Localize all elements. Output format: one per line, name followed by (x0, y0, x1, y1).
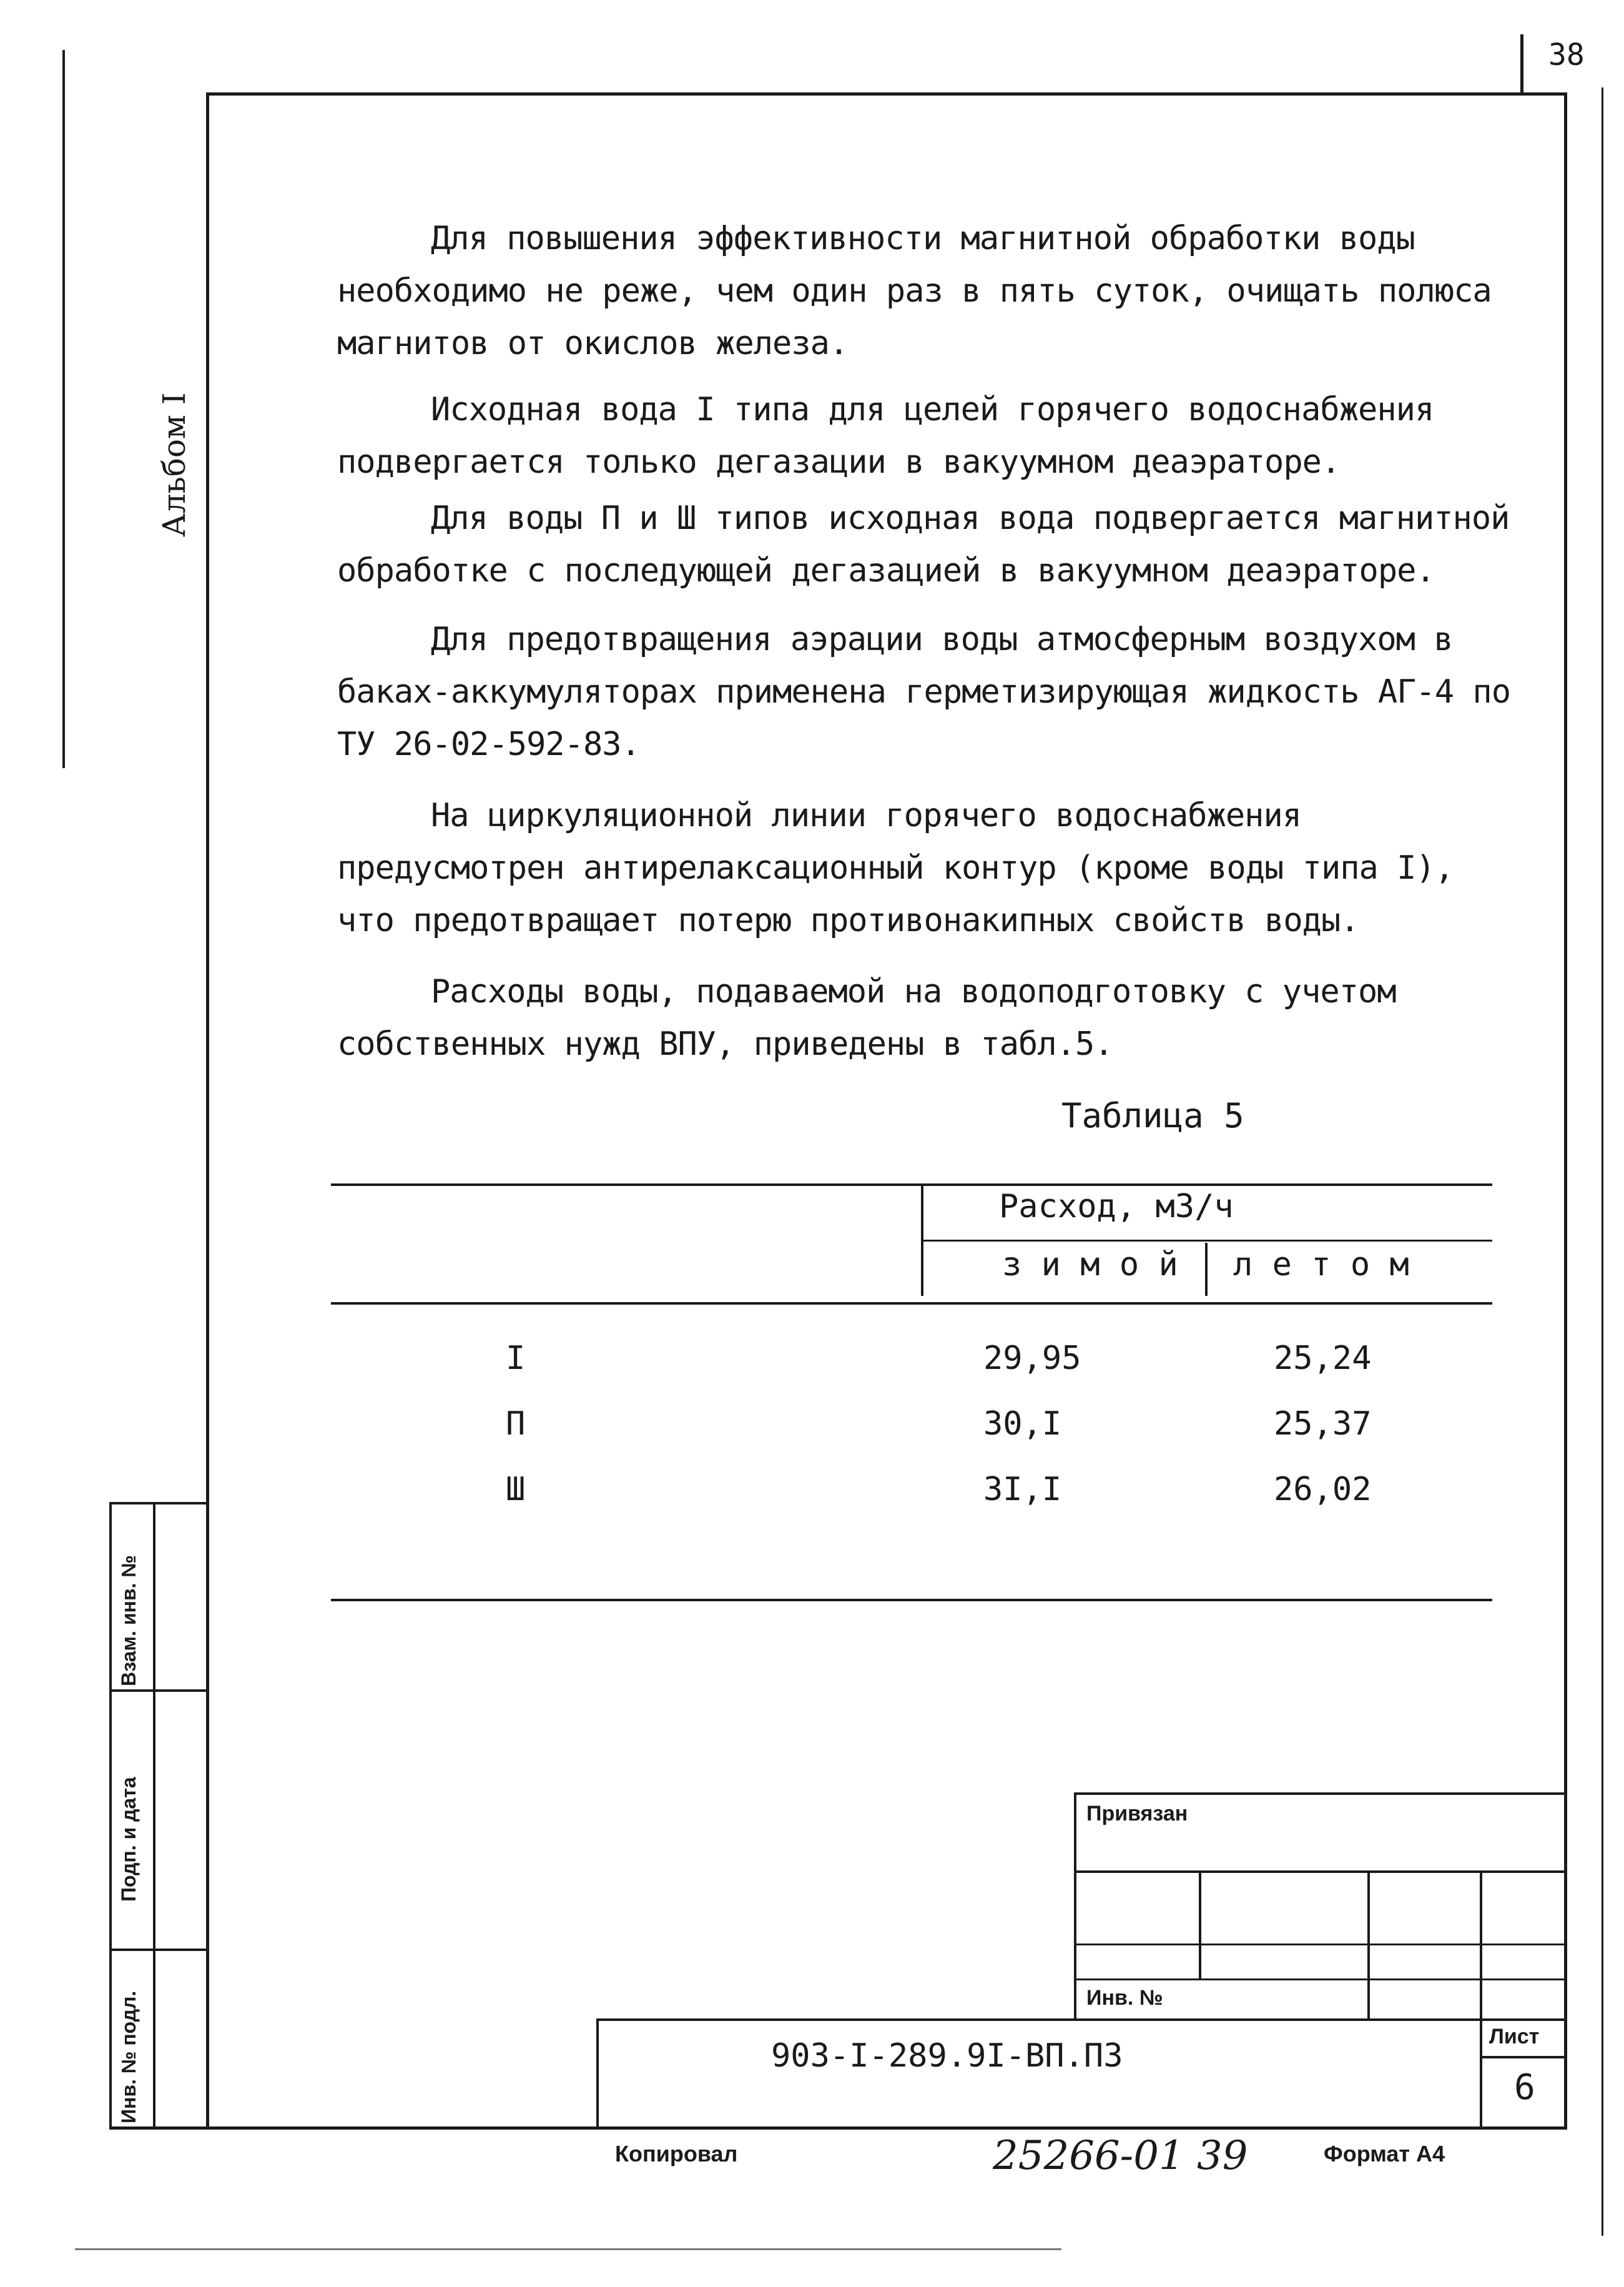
stamp-divider-1 (109, 1689, 209, 1692)
tb-list-divider (1480, 2056, 1567, 2058)
table-subheader-rule (921, 1240, 1492, 1242)
row-summer: 25,24 (1274, 1340, 1372, 1377)
body-text (337, 212, 1523, 1070)
table-caption: Таблица 5 (1061, 1096, 1244, 1135)
row-type: П (506, 1405, 526, 1443)
row-winter: 30,I (983, 1405, 1062, 1443)
privyazan-label: Привязан (1086, 1802, 1188, 1825)
tb-col-1 (1199, 1870, 1201, 1980)
list-label: Лист (1489, 2025, 1540, 2048)
right-edge-line (1602, 87, 1603, 2236)
inv-no-label: Инв. № (1086, 1986, 1163, 2010)
stamp-podp-label: Подп. и дата (117, 1777, 140, 1902)
tb-top (1074, 1792, 1567, 1795)
stamp-inner-left (153, 1502, 155, 2130)
tb-col-2 (1367, 1870, 1370, 2020)
frame-top (206, 92, 1567, 96)
frame-left (206, 92, 209, 2128)
list-number: 6 (1514, 2067, 1535, 2108)
tb-left (1074, 1792, 1076, 2020)
paragraph-2: Исходная вода I типа для целей горячего водоснабжения подвергается только дегазации в вакуумном деаэраторе. (337, 391, 1434, 481)
table-col-summer: л е т о м (1233, 1246, 1409, 1283)
table-header-bottom-rule (331, 1302, 1492, 1305)
tb-col-3 (1480, 1870, 1482, 2130)
stamp-top (109, 1502, 209, 1504)
sheet-corner-number: 38 (1548, 37, 1585, 72)
paragraph-4: Для предотвращения аэрации воды атмосферным воздухом в баках-аккумуляторах применена герметизирующая жидкость АГ-4 по ТУ 26-02-592-83. (337, 621, 1511, 763)
table-col-winter: з и м о й (1002, 1246, 1178, 1283)
bottom-scan-rule (75, 2248, 1061, 2250)
row-type: Ш (506, 1471, 526, 1508)
tb-row-1 (1074, 1870, 1567, 1873)
row-type: I (506, 1340, 526, 1377)
row-winter: 3I,I (983, 1471, 1062, 1508)
row-winter: 29,95 (983, 1340, 1081, 1377)
table-group-header: Расход, м3/ч (999, 1188, 1234, 1225)
kopiroval-label: Копировал (615, 2141, 738, 2166)
left-margin-line (62, 50, 65, 768)
paragraph-5: На циркуляционной линии горячего водоснабжения предусмотрен антирелаксационный контур (кроме воды типа I), что предотвращает потерю противонакипных свойств воды. (337, 797, 1454, 939)
handwritten-number: 25266-01 39 (993, 2133, 1248, 2179)
table-top-rule (331, 1183, 1492, 1186)
row-summer: 25,37 (1274, 1405, 1372, 1443)
row-summer: 26,02 (1274, 1471, 1372, 1508)
stamp-outer-left (109, 1502, 112, 2130)
stamp-inv-label: Инв. № подл. (117, 1990, 140, 2123)
corner-tick (1520, 34, 1523, 94)
album-label: Альбом I (156, 392, 192, 537)
stamp-divider-2 (109, 1949, 209, 1951)
frame-right (1564, 92, 1567, 2128)
table-winter-summer-divider (1205, 1243, 1208, 1296)
table-bottom-rule (331, 1599, 1492, 1601)
tb-row-2 (1074, 1944, 1567, 1945)
tb-row-3 (1074, 1978, 1567, 1980)
document-code: 903-I-289.9I-ВП.ПЗ (771, 2037, 1123, 2075)
tb-main-top (596, 2018, 1567, 2021)
format-label: Формат А4 (1324, 2141, 1445, 2166)
tb-main-left (596, 2018, 599, 2130)
paragraph-3: Для воды П и Ш типов исходная вода подвергается магнитной обработке с последующей дегазацией в вакуумном деаэраторе. (337, 500, 1510, 590)
frame-bottom (109, 2126, 1567, 2130)
paragraph-1: Для повышения эффективности магнитной обработки воды необходимо не реже, чем один раз в пять суток, очищать полюса магнитов от окислов железа. (337, 220, 1492, 362)
stamp-vzam-label: Взам. инв. № (117, 1555, 140, 1686)
paragraph-6: Расходы воды, подаваемой на водоподготовку с учетом собственных нужд ВПУ, приведены в табл.5. (337, 973, 1396, 1063)
